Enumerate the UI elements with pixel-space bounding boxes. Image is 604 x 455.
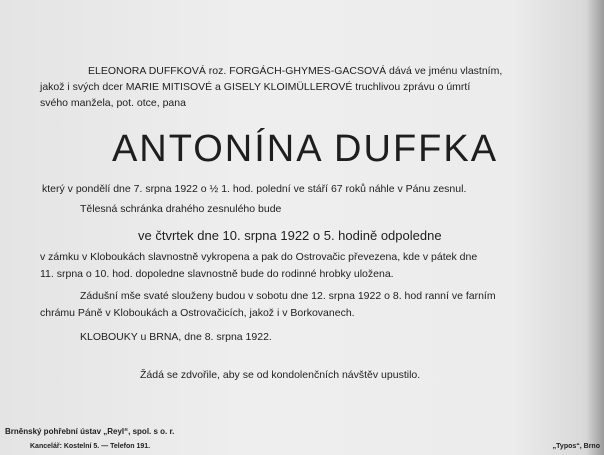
intro-line-1: ELEONORA DUFFKOVÁ roz. FORGÁCH-GHYMES-GACSOVÁ dává ve jménu vlastním, [88,65,503,77]
intro-line-2: jakož i svých dcer MARIE MITISOVÉ a GISELY KLOIMÜLLEROVÉ truchlivou zprávu o úmrtí [40,81,471,93]
burial-line-2: 11. srpna o 10. hod. dopoledne slavnostně bude do rodinné hrobky uložena. [40,268,394,280]
death-line: který v pondělí dne 7. srpna 1922 o ½ 1. hod. polední ve stáří 67 roků náhle v Pánu zesnul. [42,183,467,195]
printer-name: „Typos“, Brno [552,443,600,450]
funeral-date-line: ve čtvrtek dne 10. srpna 1922 o 5. hodině odpoledne [138,228,442,243]
place-date: KLOBOUKY u BRNA, dne 8. srpna 1922. [80,331,272,343]
remains-line: Tělesná schránka drahého zesnulého bude [80,203,282,215]
intro-line-3: svého manžela, pot. otce, pana [40,97,186,109]
burial-line-1: v zámku v Kloboukách slavnostně vykropena a pak do Ostrovačic převezena, kde v pátek dne [40,251,478,263]
condolence-request: Žádá se zdvořile, aby se od kondolenčních návštěv upustilo. [140,369,421,381]
deceased-name: ANTONÍNA DUFFKA [111,128,499,170]
undertaker-name: Brněnský pohřební ústav „Reyl“, spol. s o. r. [5,427,175,436]
mass-line-1: Zádušní mše svaté slouženy budou v sobotu dne 12. srpna 1922 o 8. hod ranní ve farním [80,290,496,302]
mass-line-2: chrámu Páně v Kloboukách a Ostrovačicích, jakož i v Borkovanech. [40,307,355,319]
undertaker-office: Kancelář: Kostelní 5. — Telefon 191. [30,443,151,450]
